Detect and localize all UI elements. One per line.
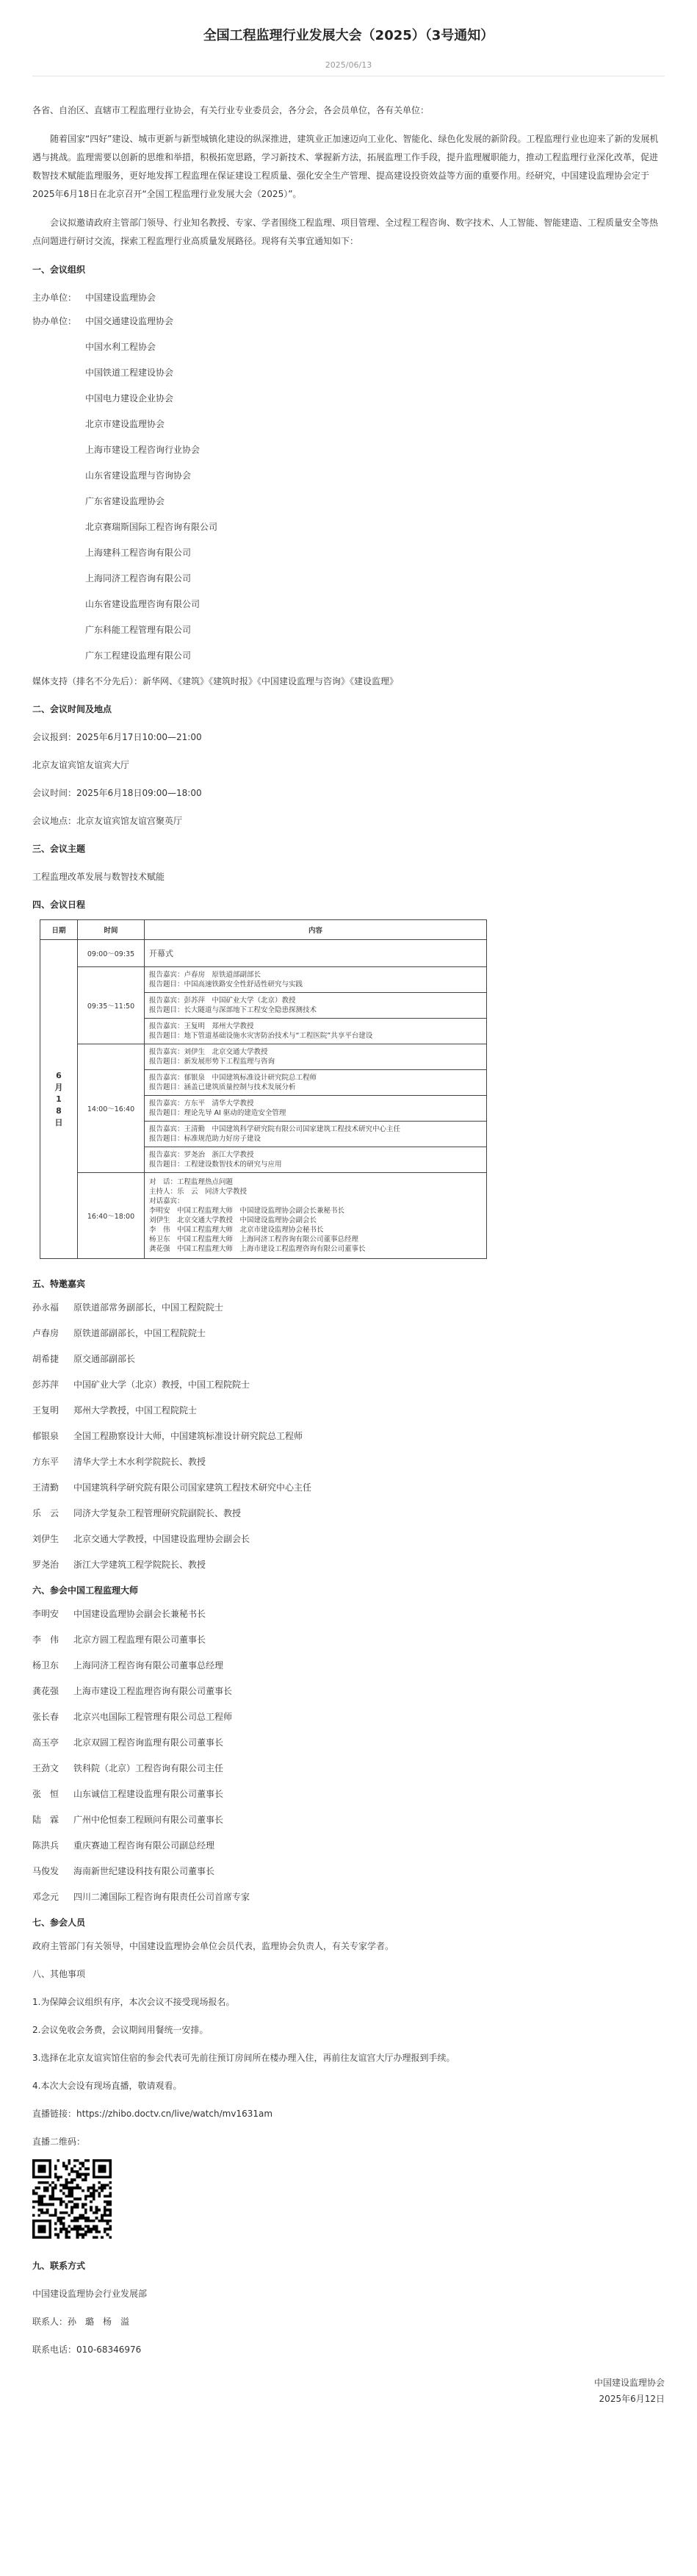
co-host-item: 上海建科工程咨询有限公司	[85, 548, 192, 558]
agenda-time: 09:00～09:35	[78, 940, 145, 967]
co-host-item: 广东省建设监理协会	[85, 496, 165, 506]
section-heading-attendees: 七、参会人员	[32, 1917, 86, 1928]
talk-block	[145, 1019, 486, 1044]
agenda-row	[40, 967, 487, 1044]
meeting-place: 会议地点：北京友谊宾馆友谊宫聚英厅	[32, 816, 183, 826]
talk-topic: 报告题目：长大隧道与深部地下工程安全隐患探测技术	[149, 1006, 317, 1014]
person-row	[32, 1631, 665, 1648]
person-name: 卢春房	[32, 1328, 59, 1338]
person-title: 浙江大学建筑工程学院院长、教授	[73, 1560, 206, 1570]
person-title: 山东诚信工程建设监理有限公司董事长	[73, 1789, 224, 1799]
person-name: 乐 云	[32, 1508, 59, 1518]
talk-speaker: 报告嘉宾：王清勤 中国建筑科学研究院有限公司国家建筑工程技术研究中心主任	[149, 1125, 401, 1133]
meeting-theme: 工程监理改革发展与数智技术赋能	[32, 872, 165, 882]
talk-speaker: 报告嘉宾：王复明 郑州大学教授	[149, 1022, 254, 1030]
talk-block	[145, 967, 486, 993]
person-title: 清华大学土木水利学院院长、教授	[73, 1457, 206, 1467]
dialogue-line: 杨卫东 中国工程监理大师 上海同济工程咨询有限公司董事总经理	[149, 1235, 359, 1244]
person-title: 郑州大学教授，中国工程院院士	[73, 1405, 198, 1416]
co-host-item: 北京市建设监理协会	[85, 419, 165, 429]
dialogue-line: 主持人：乐 云 同济大学教授	[149, 1188, 248, 1196]
co-host-item: 中国水利工程协会	[85, 342, 156, 352]
checkin-time: 会议报到：2025年6月17日10:00—21:00	[32, 732, 202, 742]
person-title: 中国建设监理协会副会长兼秘书长	[73, 1609, 206, 1619]
other-item: 1.为保障会议组织有序，本次会议不接受现场报名。	[32, 1997, 235, 2007]
person-row	[32, 1324, 665, 1342]
section-heading-organization: 一、会议组织	[32, 265, 86, 275]
agenda-col-date: 日期	[40, 920, 78, 940]
person-row	[32, 1376, 665, 1393]
agenda-content	[145, 1044, 487, 1173]
agenda-row	[40, 1173, 487, 1259]
section-heading-guests: 五、特邀嘉宾	[32, 1279, 86, 1289]
co-host-item: 广东科能工程管理有限公司	[85, 625, 192, 635]
person-name: 王劲文	[32, 1763, 59, 1773]
section-heading-theme: 三、会议主题	[32, 844, 86, 854]
agenda-header-row	[40, 920, 487, 940]
person-row	[32, 1402, 665, 1419]
person-row	[32, 1682, 665, 1700]
person-row	[32, 1530, 665, 1548]
agenda-item: 开幕式	[149, 948, 173, 958]
person-title: 上海同济工程咨询有限公司董事总经理	[73, 1660, 224, 1671]
talk-block	[145, 1044, 486, 1070]
talk-topic: 报告题目：新发展形势下工程监理与咨询	[149, 1058, 275, 1066]
person-title: 重庆赛迪工程咨询有限公司副总经理	[73, 1840, 215, 1851]
talk-speaker: 报告嘉宾：方东平 清华大学教授	[149, 1099, 254, 1108]
section-heading-masters: 六、参会中国工程监理大师	[32, 1585, 139, 1596]
person-name: 张长春	[32, 1712, 59, 1722]
guest-list	[32, 1299, 665, 1574]
host-name: 中国建设监理协会	[85, 293, 156, 303]
live-link-row	[32, 2105, 665, 2123]
dialogue-line: 刘伊生 北京交通大学教授 中国建设监理协会副会长	[149, 1216, 317, 1224]
person-title: 铁科院（北京）工程咨询有限公司主任	[73, 1763, 224, 1773]
person-name: 李 伟	[32, 1635, 59, 1645]
person-row	[32, 1657, 665, 1674]
publish-date: 2025/06/13	[325, 60, 372, 70]
person-title: 原铁道部常务副部长，中国工程院院士	[73, 1302, 224, 1313]
person-name: 孙永福	[32, 1302, 59, 1313]
talk-speaker: 报告嘉宾：郁银泉 中国建筑标准设计研究院总工程师	[149, 1074, 317, 1082]
talk-speaker: 报告嘉宾：罗尧治 浙江大学教授	[149, 1151, 254, 1159]
talk-speaker: 报告嘉宾：刘伊生 北京交通大学教授	[149, 1048, 268, 1056]
person-row	[32, 1837, 665, 1854]
salutation: 各省、自治区、直辖市工程监理行业协会，有关行业专业委员会，各分会，各会员单位，各有关单位：	[32, 105, 430, 115]
contact-dept: 中国建设监理协会行业发展部	[32, 2289, 148, 2299]
talk-block	[145, 1070, 486, 1096]
person-title: 全国工程勘察设计大师，中国建筑标准设计研究院总工程师	[73, 1431, 303, 1441]
co-host-label: 协办单位：	[32, 316, 77, 326]
person-name: 马俊发	[32, 1866, 59, 1876]
dialogue-line: 龚花强 中国工程监理大师 上海市建设工程监理咨询有限公司董事长	[149, 1245, 366, 1253]
talk-topic: 报告题目：标准规范助力好房子建设	[149, 1135, 261, 1143]
person-title: 四川二滩国际工程咨询有限责任公司首席专家	[73, 1892, 250, 1902]
person-name: 刘伊生	[32, 1534, 59, 1544]
section-heading-time-place: 二、会议时间及地点	[32, 704, 112, 714]
person-name: 陈洪兵	[32, 1840, 59, 1851]
co-host-item: 山东省建设监理咨询有限公司	[85, 599, 201, 609]
co-host-item: 上海同济工程咨询有限公司	[85, 573, 192, 584]
talk-block	[145, 1122, 486, 1147]
person-row	[32, 1811, 665, 1829]
person-name: 胡希捷	[32, 1354, 59, 1364]
person-row	[32, 1453, 665, 1471]
qr-label: 直播二维码：	[32, 2136, 86, 2147]
section-heading-agenda: 四、会议日程	[32, 900, 86, 910]
person-title: 中国建筑科学研究院有限公司国家建筑工程技术研究中心主任	[73, 1482, 312, 1493]
person-name: 彭苏萍	[32, 1380, 59, 1390]
intro-paragraph-1: 随着国家“四好”建设、城市更新与新型城镇化建设的纵深推进，建筑业正加速迈向工业化、智能化、绿色化发展的新阶段。工程监理行业也迎来了新的发展机遇与挑战。监理需要以创新的思维和举措，积极拓宽思路，学习新技术、掌握新方法，拓展监理工作手段，提升监理履职能力，推动工程监理行业深化改革，促进数智技术赋能监理服务，更好地发挥工程监理在保证建设工程质量、强化安全生产管理、提高建设投资效益等方面的重要作用。经研究，中国建设监理协会定于2025年6月18日在北京召开“全国工程监理行业发展大会（2025）”。	[32, 134, 659, 199]
signature-org: 中国建设监理协会	[593, 2378, 665, 2388]
person-row	[32, 1504, 665, 1522]
co-host-row	[32, 312, 665, 672]
talk-block	[145, 1147, 486, 1172]
host-label: 主办单位：	[32, 293, 77, 303]
live-link-label: 直播链接：	[32, 2109, 77, 2119]
agenda-day	[40, 940, 78, 1259]
person-name: 张 恒	[32, 1789, 59, 1799]
section-heading-contact: 九、联系方式	[32, 2261, 86, 2271]
co-host-list	[85, 312, 217, 672]
agenda-time: 09:35～11:50	[78, 967, 145, 1044]
person-row	[32, 1556, 665, 1574]
master-list	[32, 1605, 665, 1906]
agenda-content	[145, 967, 487, 1044]
person-name: 杨卫东	[32, 1660, 59, 1671]
person-title: 海南新世纪建设科技有限公司董事长	[73, 1866, 215, 1876]
person-title: 北京双圆工程咨询监理有限公司董事长	[73, 1737, 224, 1748]
live-qr-code-icon[interactable]	[32, 2159, 112, 2239]
contact-person: 联系人：孙 璐 杨 溢	[32, 2317, 130, 2327]
person-row	[32, 1479, 665, 1496]
co-host-item: 北京赛瑞斯国际工程咨询有限公司	[85, 522, 218, 532]
person-name: 陆 霖	[32, 1815, 59, 1825]
person-row	[32, 1862, 665, 1880]
host-row	[32, 289, 665, 306]
person-name: 高玉亭	[32, 1737, 59, 1748]
person-row	[32, 1299, 665, 1316]
dialogue-line: 李 伟 中国工程监理大师 北京市建设监理协会秘书长	[149, 1226, 324, 1234]
co-host-item: 山东省建设监理与咨询协会	[85, 470, 192, 481]
person-row	[32, 1759, 665, 1777]
page-title: 全国工程监理行业发展大会（2025）（3号通知）	[203, 28, 494, 43]
person-row	[32, 1785, 665, 1803]
person-name: 郁银泉	[32, 1431, 59, 1441]
agenda-content	[145, 940, 487, 967]
other-item: 3.选择在北京友谊宾馆住宿的参会代表可先前往预订房间所在楼办理入住，再前往友谊宫大厅办理报到手续。	[32, 2053, 455, 2063]
checkin-place: 北京友谊宾馆友谊宾大厅	[32, 760, 130, 770]
talk-topic: 报告题目：理论先导 AI 驱动的建造安全管理	[149, 1109, 286, 1117]
other-item: 2.会议免收会务费，会议期间用餐统一安排。	[32, 2025, 209, 2035]
person-row	[32, 1605, 665, 1623]
talk-topic: 报告题目：工程建设数智技术的研究与应用	[149, 1160, 282, 1169]
person-title: 同济大学复杂工程管理研究院副院长、教授	[73, 1508, 242, 1518]
dialogue-line: 对 话：工程监理热点问题	[149, 1178, 234, 1186]
co-host-item: 中国电力建设企业协会	[85, 393, 174, 403]
co-host-item: 中国铁道工程建设协会	[85, 367, 174, 378]
person-name: 王复明	[32, 1405, 59, 1416]
dialogue-line: 李明安 中国工程监理大师 中国建设监理协会副会长兼秘书长	[149, 1207, 345, 1215]
person-title: 广州中伦恒泰工程顾问有限公司董事长	[73, 1815, 224, 1825]
agenda-row	[40, 940, 487, 967]
person-title: 北京兴电国际工程管理有限公司总工程师	[73, 1712, 233, 1722]
talk-topic: 报告题目：涵盖已建筑质量控制与技术发展分析	[149, 1083, 296, 1091]
person-title: 中国矿业大学（北京）教授，中国工程院院士	[73, 1380, 250, 1390]
person-name: 邓念元	[32, 1892, 59, 1902]
person-row	[32, 1734, 665, 1751]
talk-speaker: 报告嘉宾：卢春房 原铁道部副部长	[149, 971, 261, 979]
other-item: 4.本次大会设有现场直播，敬请观看。	[32, 2081, 182, 2091]
person-name: 李明安	[32, 1609, 59, 1619]
dialogue-line: 对话嘉宾：	[149, 1197, 184, 1205]
agenda-time: 14:00～16:40	[78, 1044, 145, 1173]
attendees-text: 政府主管部门有关领导，中国建设监理协会单位会员代表，监理协会负责人，有关专家学者。	[32, 1941, 394, 1951]
person-title: 原交通部副部长	[73, 1354, 136, 1364]
live-link[interactable]: https://zhibo.doctv.cn/live/watch/mv1631am	[76, 2109, 273, 2119]
agenda-table	[40, 919, 487, 1259]
person-name: 龚花强	[32, 1686, 59, 1696]
person-name: 罗尧治	[32, 1560, 59, 1570]
agenda-day-text: 6月18日	[54, 1070, 63, 1127]
talk-topic: 报告题目：地下管道基础设施水灾害防治技术与“工程医院”共享平台建设	[149, 1032, 373, 1040]
person-row	[32, 1350, 665, 1368]
contact-phone: 联系电话：010-68346976	[32, 2344, 142, 2355]
talk-speaker: 报告嘉宾：彭苏萍 中国矿业大学（北京）教授	[149, 997, 296, 1005]
agenda-col-time: 时间	[78, 920, 145, 940]
person-title: 原铁道部副部长，中国工程院院士	[73, 1328, 206, 1338]
co-host-item: 广东工程建设监理有限公司	[85, 650, 192, 661]
person-row	[32, 1708, 665, 1726]
person-row	[32, 1888, 665, 1906]
meeting-time: 会议时间：2025年6月18日09:00—18:00	[32, 788, 202, 798]
talk-topic: 报告题目：中国高速铁路安全性舒适性研究与实践	[149, 980, 303, 989]
agenda-content	[145, 1173, 487, 1259]
person-name: 方东平	[32, 1457, 59, 1467]
co-host-item: 中国交通建设监理协会	[85, 316, 174, 326]
signature-date: 2025年6月12日	[599, 2394, 665, 2404]
person-row	[32, 1427, 665, 1445]
talk-block	[145, 993, 486, 1019]
talk-block	[145, 1096, 486, 1122]
agenda-time: 16:40～18:00	[78, 1173, 145, 1259]
intro-paragraph-2: 会议拟邀请政府主管部门领导、行业知名教授、专家、学者围绕工程监理、项目管理、全过程工程咨询、数字技术、人工智能、智能建造、工程质量安全等热点问题进行研讨交流，探索工程监理行业高质量发展路径。现将有关事宜通知如下：	[32, 218, 659, 246]
person-title: 上海市建设工程监理咨询有限公司董事长	[73, 1686, 233, 1696]
person-name: 王清勤	[32, 1482, 59, 1493]
section-heading-other: 八、其他事项	[32, 1969, 86, 1979]
person-title: 北京交通大学教授，中国建设监理协会副会长	[73, 1534, 250, 1544]
agenda-col-content: 内容	[145, 920, 487, 940]
co-host-item: 上海市建设工程咨询行业协会	[85, 445, 201, 455]
agenda-row	[40, 1044, 487, 1173]
media-support: 媒体支持（排名不分先后）：新华网、《建筑》《建筑时报》《中国建设监理与咨询》《建设监理》	[32, 676, 399, 686]
person-title: 北京方圆工程监理有限公司董事长	[73, 1635, 206, 1645]
